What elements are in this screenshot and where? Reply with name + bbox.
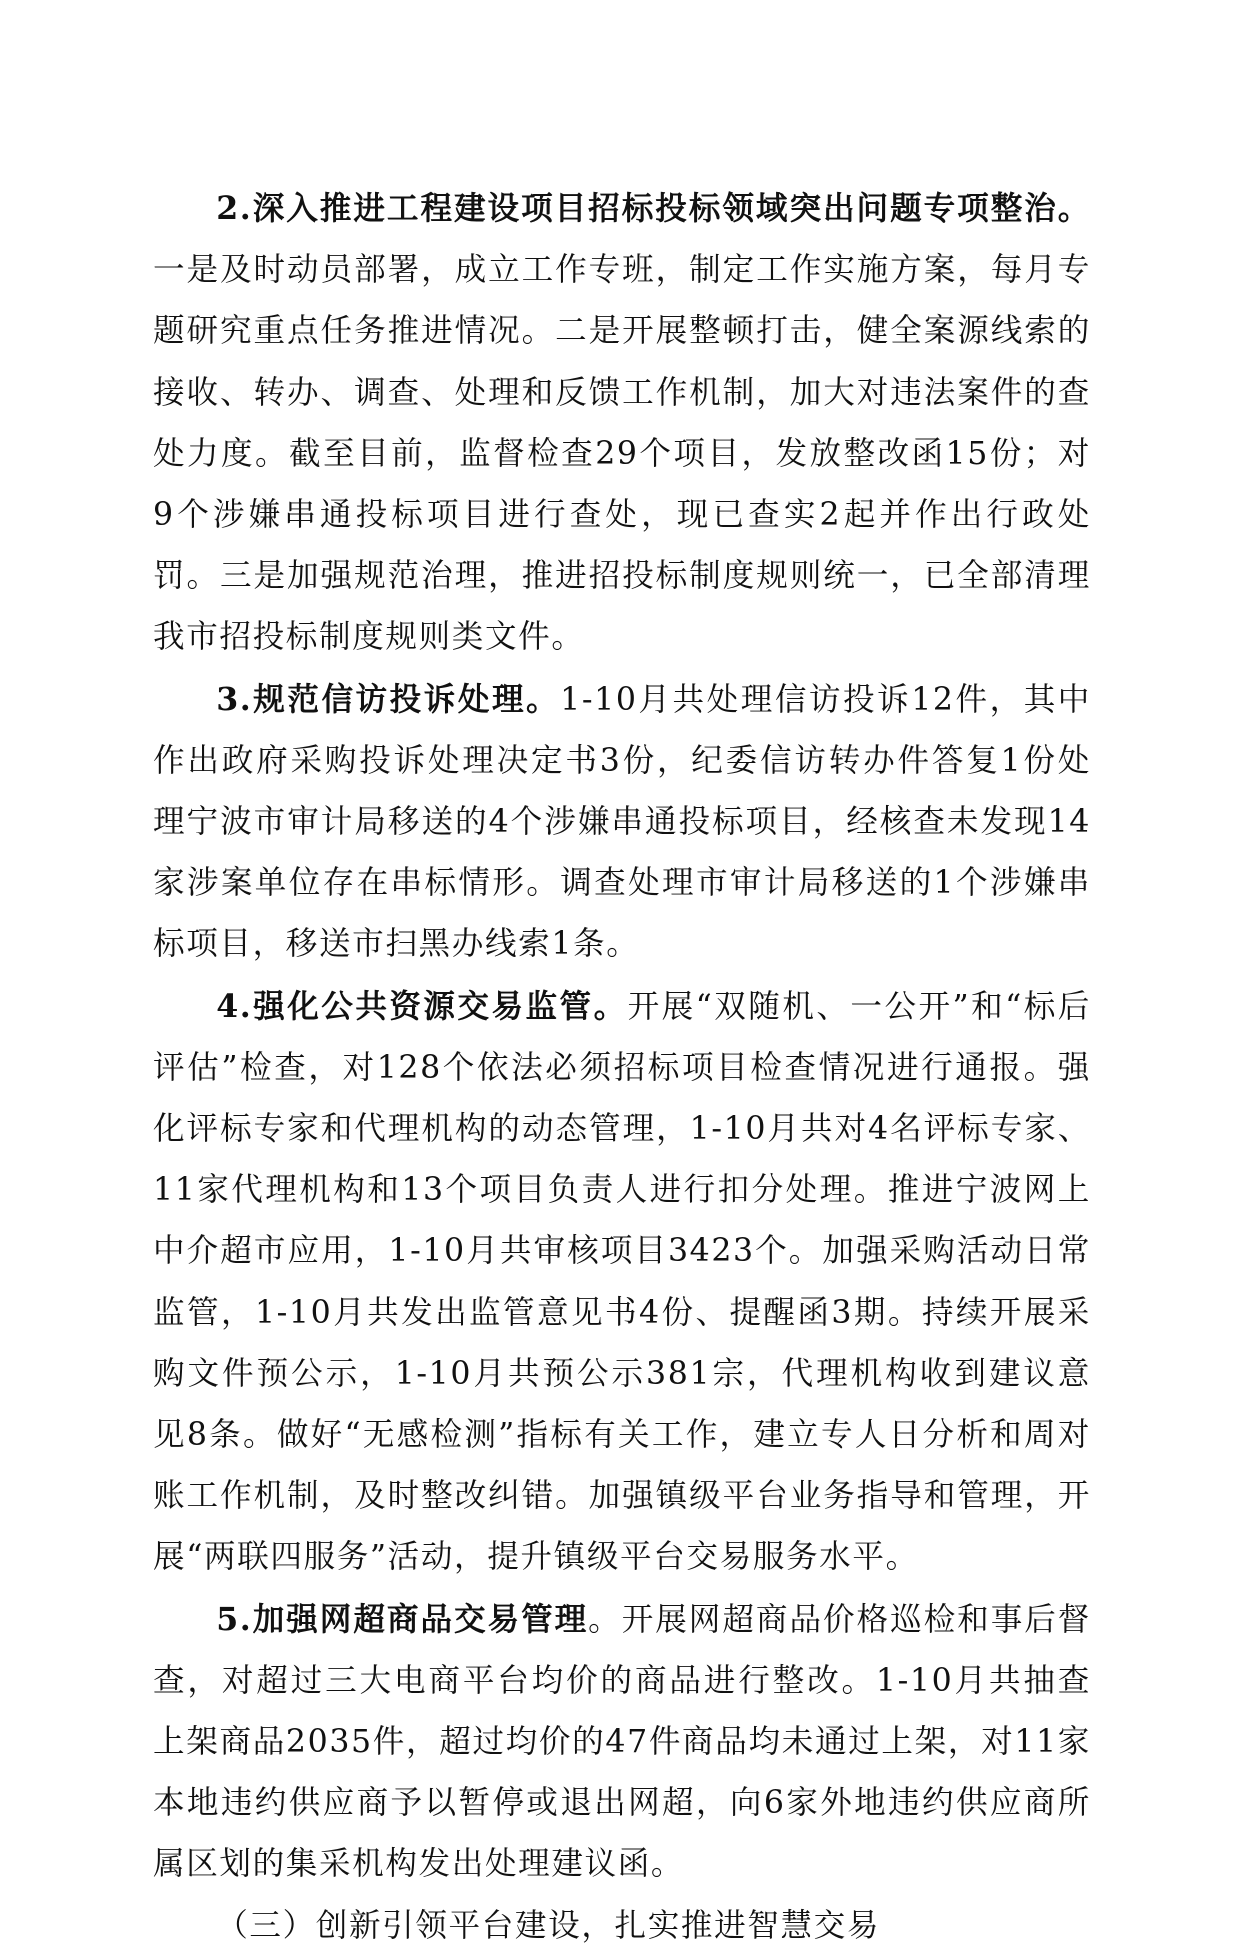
- paragraph-text: 1-10月共处理信访投诉12件，其中作出政府采购投诉处理决定书3份，纪委信访转办件答复1份处理宁波市审计局移送的4个涉嫌串通投标项目，经核查未发现14家涉案单位存在串标情形。调查处理市审计局移送的1个涉嫌串标项目，移送市扫黑办线索1条。: [153, 681, 1091, 963]
- paragraph-heading: 3.规范信访投诉处理。: [216, 680, 561, 718]
- paragraph-engineering-bidding: [153, 178, 1091, 669]
- paragraph-online-mall-management: [153, 1589, 1091, 1896]
- paragraph-complaint-handling: [153, 669, 1091, 976]
- paragraph-text: 。开展网超商品价格巡检和事后督查，对超过三大电商平台均价的商品进行整改。1-10月共抽查上架商品2035件，超过均价的47件商品均未通过上架，对11家本地违约供应商予以暂停或退出网超，向6家外地违约供应商所属区划的集采机构发出处理建议函。: [153, 1601, 1091, 1883]
- document-body: [153, 178, 1091, 1957]
- paragraph-heading: 5.加强网超商品交易管理: [216, 1600, 589, 1638]
- paragraph-public-resource-supervision: [153, 976, 1091, 1589]
- section-heading: （三）创新引领平台建设，扎实推进智慧交易: [216, 1907, 881, 1944]
- paragraph-text: 开展“双随机、一公开”和“标后评估”检查，对128个依法必须招标项目检查情况进行通报。强化评标专家和代理机构的动态管理，1-10月共对4名评标专家、11家代理机构和13个项目负责人进行扣分处理。推进宁波网上中介超市应用，1-10月共审核项目3423个。加强采购活动日常监管，1-10月共发出监管意见书4份、提醒函3期。持续开展采购文件预公示，1-10月共预公示381宗，代理机构收到建议意见8条。做好“无感检测”指标有关工作，建立专人日分析和周对账工作机制，及时整改纠错。加强镇级平台业务指导和管理，开展“两联四服务”活动，提升镇级平台交易服务水平。: [153, 988, 1091, 1576]
- paragraph-text: 一是及时动员部署，成立工作专班，制定工作实施方案，每月专题研究重点任务推进情况。二是开展整顿打击，健全案源线索的接收、转办、调查、处理和反馈工作机制，加大对违法案件的查处力度。截至目前，监督检查29个项目，发放整改函15份；对9个涉嫌串通投标项目进行查处，现已查实2起并作出行政处罚。三是加强规范治理，推进招投标制度规则统一，已全部清理我市招投标制度规则类文件。: [153, 252, 1091, 656]
- paragraph-heading: 4.强化公共资源交易监管。: [216, 987, 628, 1025]
- paragraph-heading: 2.深入推进工程建设项目招标投标领域突出问题专项整治。: [216, 190, 1091, 227]
